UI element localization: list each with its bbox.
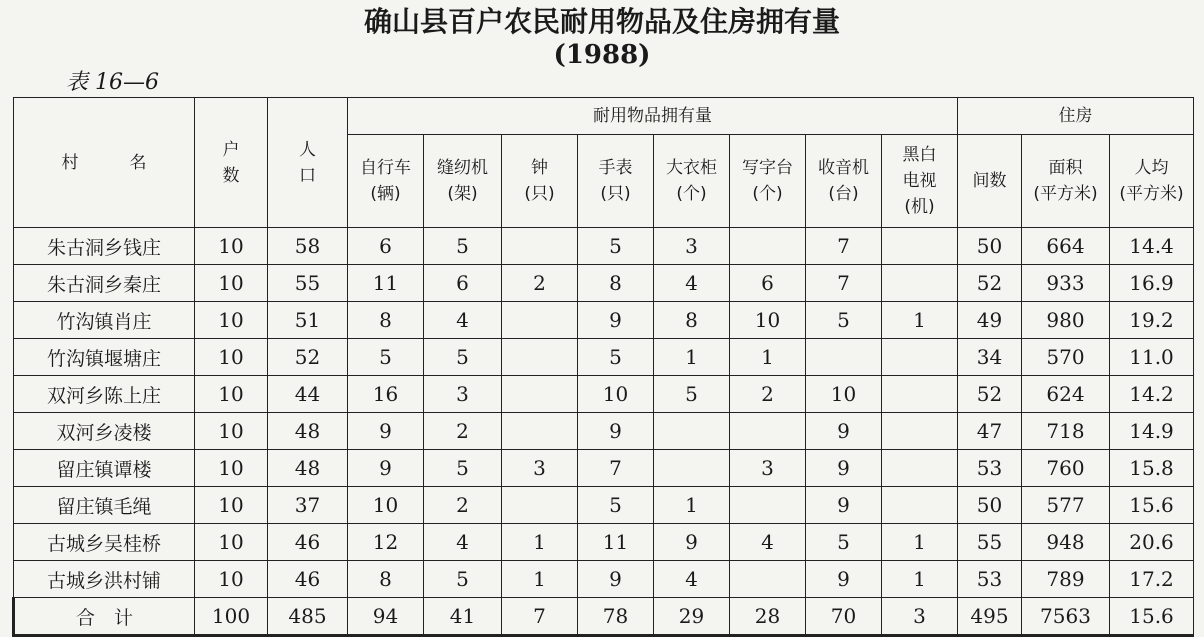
value-cell: 94	[348, 598, 424, 636]
value-cell: 7	[806, 228, 882, 265]
value-cell: 10	[195, 450, 268, 487]
value-cell: 760	[1022, 450, 1110, 487]
header-durables-3	[578, 135, 654, 228]
value-cell: 44	[268, 376, 348, 413]
value-cell: 5	[348, 339, 424, 376]
village-name-cell: 留庄镇毛绳	[14, 487, 195, 524]
header-label: 收音机	[818, 158, 869, 178]
header-population: 人 口	[268, 98, 348, 228]
value-cell: 50	[958, 228, 1022, 265]
value-cell: 47	[958, 413, 1022, 450]
value-cell: 9	[806, 487, 882, 524]
value-cell: 10	[195, 228, 268, 265]
value-cell: 10	[195, 265, 268, 302]
village-name-cell: 古城乡洪村铺	[14, 561, 195, 598]
value-cell: 6	[730, 265, 806, 302]
value-cell	[806, 339, 882, 376]
value-cell: 3	[654, 228, 730, 265]
value-cell: 5	[806, 302, 882, 339]
header-label: 人均	[1134, 158, 1169, 178]
value-cell: 58	[268, 228, 348, 265]
village-name-cell: 朱古洞乡秦庄	[14, 265, 195, 302]
village-name-cell: 双河乡陈上庄	[14, 376, 195, 413]
value-cell: 1	[730, 339, 806, 376]
value-cell: 46	[268, 561, 348, 598]
value-cell: 4	[654, 561, 730, 598]
value-cell	[882, 450, 958, 487]
value-cell: 51	[268, 302, 348, 339]
header-durables-6	[806, 135, 882, 228]
header-label: 钟	[531, 158, 548, 178]
value-cell: 9	[578, 302, 654, 339]
value-cell: 10	[195, 487, 268, 524]
header-label: 手表	[598, 158, 633, 178]
value-cell	[502, 228, 578, 265]
table-row	[14, 376, 1194, 413]
value-cell: 14.4	[1110, 228, 1194, 265]
header-label: 黑白电视	[902, 145, 937, 191]
value-cell: 29	[654, 598, 730, 636]
table-row	[14, 339, 1194, 376]
header-durables-2	[502, 135, 578, 228]
header-unit: (个)	[676, 184, 707, 204]
village-name-cell: 留庄镇谭楼	[14, 450, 195, 487]
value-cell: 5	[806, 524, 882, 561]
value-cell: 5	[578, 339, 654, 376]
value-cell: 8	[348, 302, 424, 339]
table-row	[14, 302, 1194, 339]
value-cell: 7563	[1022, 598, 1110, 636]
page-title: 确山县百户农民耐用物品及住房拥有量	[363, 5, 840, 38]
value-cell: 5	[578, 487, 654, 524]
value-cell: 1	[882, 302, 958, 339]
value-cell: 10	[195, 524, 268, 561]
value-cell: 10	[195, 376, 268, 413]
value-cell	[502, 413, 578, 450]
value-cell: 10	[195, 413, 268, 450]
value-cell	[730, 413, 806, 450]
value-cell: 9	[578, 413, 654, 450]
value-cell	[654, 450, 730, 487]
value-cell: 3	[424, 376, 502, 413]
value-cell: 9	[806, 561, 882, 598]
value-cell: 49	[958, 302, 1022, 339]
value-cell: 10	[348, 487, 424, 524]
header-durables-5	[730, 135, 806, 228]
value-cell: 48	[268, 413, 348, 450]
header-durables-4	[654, 135, 730, 228]
header-label: 大衣柜	[666, 158, 717, 178]
value-cell: 4	[730, 524, 806, 561]
value-cell: 7	[806, 265, 882, 302]
header-unit: (台)	[828, 184, 859, 204]
value-cell: 4	[424, 524, 502, 561]
value-cell: 20.6	[1110, 524, 1194, 561]
village-name-cell: 合 计	[14, 598, 195, 636]
value-cell: 1	[882, 524, 958, 561]
value-cell: 9	[348, 450, 424, 487]
value-cell: 10	[730, 302, 806, 339]
header-unit: (辆)	[370, 184, 401, 204]
value-cell: 34	[958, 339, 1022, 376]
value-cell	[882, 413, 958, 450]
value-cell: 2	[424, 487, 502, 524]
header-durables-7	[882, 135, 958, 228]
value-cell	[502, 376, 578, 413]
value-cell: 12	[348, 524, 424, 561]
value-cell: 50	[958, 487, 1022, 524]
value-cell: 19.2	[1110, 302, 1194, 339]
value-cell: 11	[348, 265, 424, 302]
value-cell	[882, 487, 958, 524]
value-cell	[654, 413, 730, 450]
table-number: 表 16—6	[66, 70, 159, 95]
table-row	[14, 265, 1194, 302]
village-name-cell: 双河乡凌楼	[14, 413, 195, 450]
header-durables-0	[348, 135, 424, 228]
value-cell: 53	[958, 561, 1022, 598]
value-cell: 4	[424, 302, 502, 339]
value-cell: 53	[958, 450, 1022, 487]
value-cell: 5	[578, 228, 654, 265]
value-cell: 15.6	[1110, 598, 1194, 636]
value-cell	[502, 339, 578, 376]
header-label: 自行车	[360, 158, 411, 178]
value-cell: 55	[958, 524, 1022, 561]
value-cell: 6	[424, 265, 502, 302]
table-header	[14, 98, 1194, 228]
value-cell: 2	[424, 413, 502, 450]
value-cell: 11	[578, 524, 654, 561]
value-cell: 5	[424, 561, 502, 598]
header-households: 户 数	[195, 98, 268, 228]
value-cell: 718	[1022, 413, 1110, 450]
page-subtitle-year: (1988)	[553, 40, 651, 70]
value-cell: 5	[424, 228, 502, 265]
value-cell: 9	[806, 413, 882, 450]
value-cell: 570	[1022, 339, 1110, 376]
table-row	[14, 413, 1194, 450]
value-cell: 8	[348, 561, 424, 598]
value-cell: 8	[654, 302, 730, 339]
value-cell	[730, 487, 806, 524]
value-cell: 10	[806, 376, 882, 413]
value-cell: 100	[195, 598, 268, 636]
value-cell: 789	[1022, 561, 1110, 598]
value-cell: 2	[730, 376, 806, 413]
value-cell: 2	[502, 265, 578, 302]
header-label: 缝纫机	[437, 158, 488, 178]
value-cell: 28	[730, 598, 806, 636]
header-unit: (机)	[904, 197, 935, 217]
table-row	[14, 524, 1194, 561]
value-cell: 1	[882, 561, 958, 598]
header-unit: (个)	[752, 184, 783, 204]
header-housing-group: 住房	[958, 98, 1194, 135]
value-cell: 15.8	[1110, 450, 1194, 487]
value-cell: 7	[578, 450, 654, 487]
value-cell: 3	[882, 598, 958, 636]
value-cell: 3	[730, 450, 806, 487]
value-cell: 10	[195, 339, 268, 376]
header-housing-2	[1110, 135, 1194, 228]
value-cell: 7	[502, 598, 578, 636]
value-cell	[882, 376, 958, 413]
header-housing-0	[958, 135, 1022, 228]
value-cell: 8	[578, 265, 654, 302]
header-unit: (平方米)	[1119, 184, 1184, 204]
value-cell: 980	[1022, 302, 1110, 339]
value-cell: 70	[806, 598, 882, 636]
value-cell: 9	[578, 561, 654, 598]
value-cell: 37	[268, 487, 348, 524]
table-row	[14, 228, 1194, 265]
value-cell: 41	[424, 598, 502, 636]
value-cell: 5	[424, 450, 502, 487]
ownership-table	[12, 97, 1194, 637]
value-cell: 14.9	[1110, 413, 1194, 450]
value-cell: 16.9	[1110, 265, 1194, 302]
value-cell	[882, 339, 958, 376]
value-cell: 9	[654, 524, 730, 561]
value-cell: 78	[578, 598, 654, 636]
value-cell	[502, 302, 578, 339]
header-unit: (只)	[524, 184, 555, 204]
value-cell: 3	[502, 450, 578, 487]
value-cell: 1	[502, 524, 578, 561]
value-cell	[502, 487, 578, 524]
value-cell: 1	[654, 339, 730, 376]
header-label: 写字台	[742, 158, 793, 178]
value-cell	[882, 265, 958, 302]
value-cell: 17.2	[1110, 561, 1194, 598]
table-row	[14, 561, 1194, 598]
table-row	[14, 450, 1194, 487]
value-cell: 933	[1022, 265, 1110, 302]
value-cell	[730, 561, 806, 598]
value-cell: 5	[654, 376, 730, 413]
value-cell: 664	[1022, 228, 1110, 265]
table-row	[14, 487, 1194, 524]
value-cell: 9	[348, 413, 424, 450]
header-label: 面积	[1048, 158, 1083, 178]
value-cell: 14.2	[1110, 376, 1194, 413]
header-unit: (只)	[600, 184, 631, 204]
value-cell: 46	[268, 524, 348, 561]
value-cell: 16	[348, 376, 424, 413]
header-village: 村 名	[14, 98, 195, 228]
value-cell: 15.6	[1110, 487, 1194, 524]
value-cell: 48	[268, 450, 348, 487]
value-cell: 52	[958, 376, 1022, 413]
value-cell: 9	[806, 450, 882, 487]
value-cell: 1	[502, 561, 578, 598]
village-name-cell: 朱古洞乡钱庄	[14, 228, 195, 265]
header-unit: (平方米)	[1033, 184, 1098, 204]
value-cell	[730, 228, 806, 265]
value-cell: 55	[268, 265, 348, 302]
village-name-cell: 古城乡吴桂桥	[14, 524, 195, 561]
value-cell: 10	[578, 376, 654, 413]
value-cell: 10	[195, 561, 268, 598]
village-name-cell: 竹沟镇堰塘庄	[14, 339, 195, 376]
value-cell: 5	[424, 339, 502, 376]
value-cell: 495	[958, 598, 1022, 636]
header-housing-1	[1022, 135, 1110, 228]
value-cell: 10	[195, 302, 268, 339]
value-cell: 624	[1022, 376, 1110, 413]
value-cell: 948	[1022, 524, 1110, 561]
table-total-row	[14, 598, 1194, 636]
value-cell	[882, 228, 958, 265]
value-cell: 485	[268, 598, 348, 636]
value-cell: 1	[654, 487, 730, 524]
value-cell: 577	[1022, 487, 1110, 524]
table-body	[14, 228, 1194, 636]
village-name-cell: 竹沟镇肖庄	[14, 302, 195, 339]
value-cell: 11.0	[1110, 339, 1194, 376]
value-cell: 4	[654, 265, 730, 302]
header-label: 间数	[972, 171, 1007, 191]
value-cell: 6	[348, 228, 424, 265]
header-durables-group: 耐用物品拥有量	[348, 98, 958, 135]
value-cell: 52	[958, 265, 1022, 302]
value-cell: 52	[268, 339, 348, 376]
header-durables-1	[424, 135, 502, 228]
header-unit: (架)	[447, 184, 478, 204]
